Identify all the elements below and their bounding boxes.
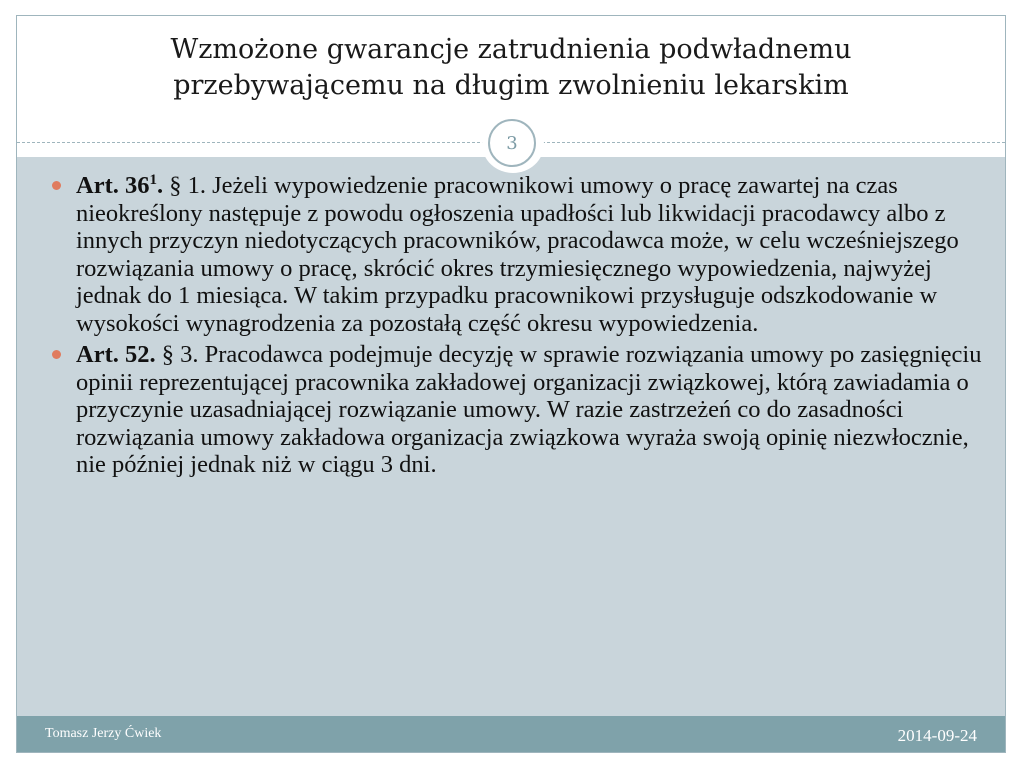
slide-title-line-2: przebywającemu na długim zwolnieniu lekarskim bbox=[173, 70, 849, 101]
bullet-dot-icon bbox=[52, 350, 61, 359]
article-suffix: . bbox=[156, 172, 164, 199]
article-number: Art. 36 bbox=[76, 172, 150, 199]
bullet-item-art-52 bbox=[48, 341, 988, 479]
footer-bar bbox=[17, 716, 1005, 752]
bullet-list bbox=[48, 172, 988, 483]
slide-title-line-1: Wzmożone gwarancje zatrudnienia podwładnemu bbox=[170, 34, 852, 65]
article-text: § 1. Jeżeli wypowiedzenie pracownikowi umowy o pracę zawartej na czas nieokreślony następuje z powodu ogłoszenia upadłości lub likwidacji pracodawcy albo z innych przyczyn niedotyczących pracowników, pracodawca może, w celu wcześniejszego rozwiązania umowy o pracę, skrócić okres trzymiesięcznego wypowiedzenia, najwyżej jednak do 1 miesiąca. W takim przypadku pracownikowi przysługuje odszkodowanie w wysokości wynagrodzenia za pozostałą część okresu wypowiedzenia. bbox=[76, 172, 959, 337]
article-superscript: 1 bbox=[149, 171, 157, 188]
footer-date: 2014-09-24 bbox=[897, 726, 977, 745]
bullet-item-art-36 bbox=[48, 172, 988, 337]
article-label: Art. 52. bbox=[76, 341, 156, 368]
article-text: § 3. Pracodawca podejmuje decyzję w sprawie rozwiązania umowy po zasięgnięciu opinii reprezentującej pracownika zakładowej organizacji związkowej, którą zawiadamia o przyczynie uzasadniającej rozwiązanie umowy. W razie zastrzeżeń co do zasadności rozwiązania umowy zakładowa organizacja związkowa wyraża swoją opinię niezwłocznie, nie później jednak niż w ciągu 3 dni. bbox=[76, 341, 982, 478]
footer-author: Tomasz Jerzy Ćwiek bbox=[45, 726, 162, 741]
slide-title bbox=[17, 32, 1005, 104]
page-number-badge bbox=[488, 119, 536, 167]
bullet-dot-icon bbox=[52, 181, 61, 190]
article-label bbox=[76, 172, 163, 199]
page-number: 3 bbox=[506, 132, 518, 154]
